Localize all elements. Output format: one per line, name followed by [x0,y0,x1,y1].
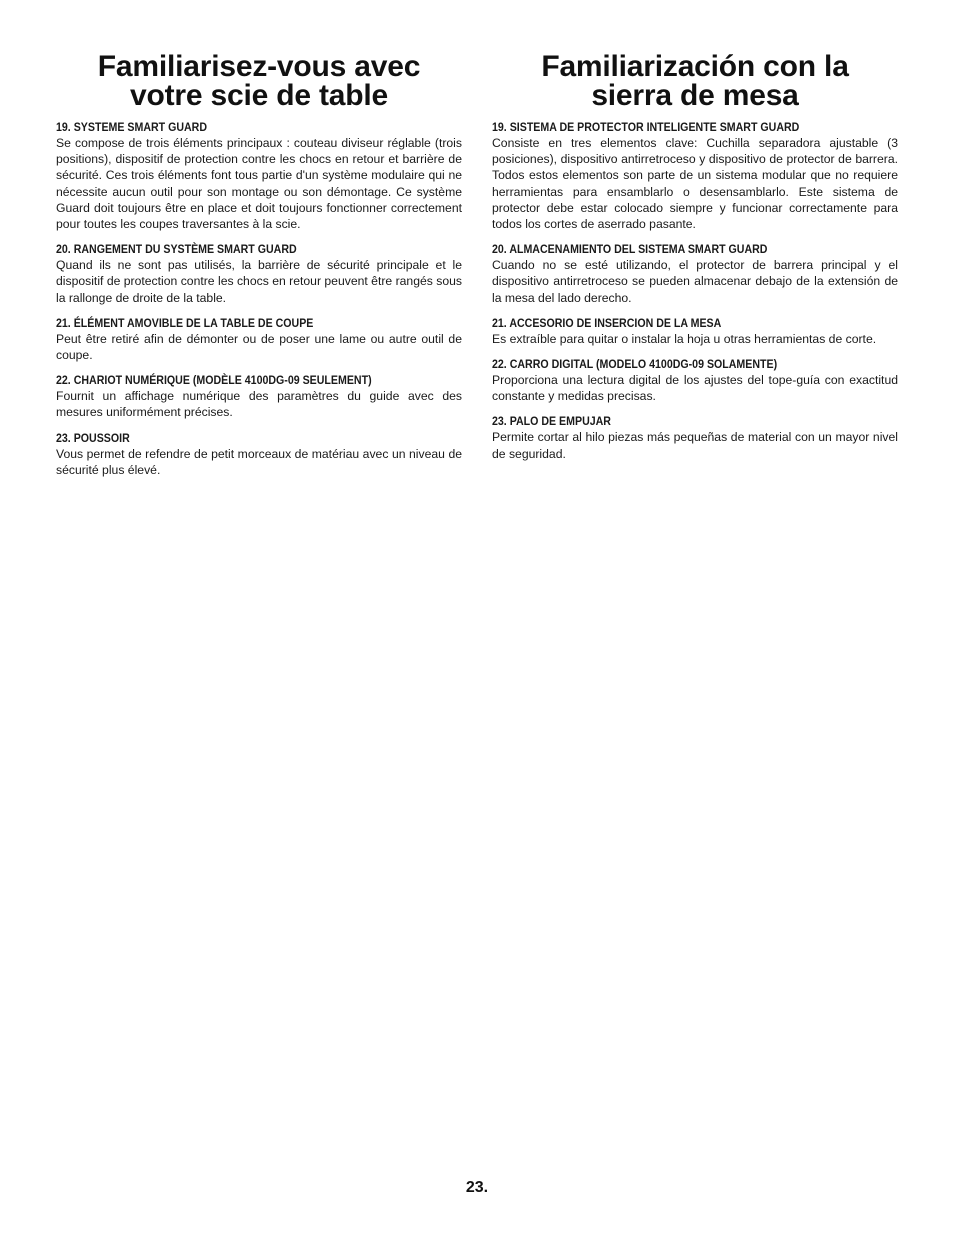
section-body: Se compose de trois éléments principaux : couteau diviseur réglable (trois positions), dispositif de protection contre les chocs en retour et barrière de sécurité. Ces trois éléments font tous partie d'un système modulaire qui ne nécessite aucun outil pour son montage ou son démontage. Ce système Guard doit toujours être en place et doit toujours fonctionner correctement pour toutes les coupes traversantes à la scie. [56,136,462,232]
spanish-section-22 [492,356,898,404]
section-body: Proporciona una lectura digital de los ajustes del tope-guía con exactitud constante y medidas precisas. [492,373,898,404]
section-heading: 21. ÉLÉMENT AMOVIBLE DE LA TABLE DE COUPE [56,315,314,330]
spanish-title-line-1: Familiarización con la [541,50,849,83]
section-body: Permite cortar al hilo piezas más pequeñas de material con un mayor nivel de seguridad. [492,430,898,461]
french-title-line-1: Familiarisez-vous avec [97,50,421,83]
page-number: 23. [465,1179,489,1196]
french-section-23 [56,430,462,478]
section-heading: 21. ACCESORIO DE INSERCION DE LA MESA [492,315,722,330]
section-body: Fournit un affichage numérique des paramètres du guide avec des mesures uniformément précises. [56,389,462,420]
spanish-title-line-2: sierra de mesa [591,79,799,112]
french-section-19 [56,119,462,232]
french-section-21 [56,315,462,363]
french-title [56,52,462,110]
section-heading: 22. CARRO DIGITAL (MODELO 4100DG-09 SOLAMENTE) [492,357,778,372]
french-section-20 [56,241,462,306]
section-heading: 19. SISTEMA DE PROTECTOR INTELIGENTE SMART GUARD [492,120,800,134]
section-heading: 20. ALMACENAMIENTO DEL SISTEMA SMART GUARD [492,242,768,257]
spanish-section-19 [492,119,898,232]
spanish-section-20 [492,241,898,306]
section-body: Cuando no se esté utilizando, el protector de barrera principal y el dispositivo antirretroceso se pueden almacenar debajo de la extensión de la mesa del lado derecho. [492,258,898,305]
french-section-22 [56,372,462,420]
section-heading: 23. POUSSOIR [56,430,130,445]
section-heading: 20. RANGEMENT DU SYSTÈME SMART GUARD [56,242,297,257]
french-title-line-2: votre scie de table [130,79,388,112]
section-heading: 19. SYSTEME SMART GUARD [56,120,208,134]
spanish-section-21 [492,315,898,347]
section-body: Consiste en tres elementos clave: Cuchilla separadora ajustable (3 posiciones), dispositivo antirretroceso y dispositivo de protector de barrera. Todos estos elementos son parte de un sistema modular que no requiere herramientas para ensamblarlo o desensamblarlo. Este sistema de protector debe estar colocado siempre y funcionar correctamente para todos los cortes de aserrado pasante. [492,136,898,232]
section-body: Quand ils ne sont pas utilisés, la barrière de sécurité principale et le dispositif de protection contre les chocs en retour peuvent être rangés sous la rallonge de droite de la table. [56,258,462,305]
section-heading: 22. CHARIOT NUMÉRIQUE (MODÈLE 4100DG-09 SEULEMENT) [56,373,372,388]
section-body: Peut être retiré afin de démonter ou de poser une lame ou autre outil de coupe. [56,331,462,363]
section-body: Vous permet de refendre de petit morceaux de matériau avec un niveau de sécurité plus élevé. [56,446,462,477]
french-column [56,52,462,487]
spanish-column [492,52,898,471]
spanish-section-23 [492,413,898,461]
section-heading: 23. PALO DE EMPUJAR [492,414,611,429]
section-body: Es extraíble para quitar o instalar la hoja u otras herramientas de corte. [492,331,877,346]
spanish-title [492,52,898,110]
